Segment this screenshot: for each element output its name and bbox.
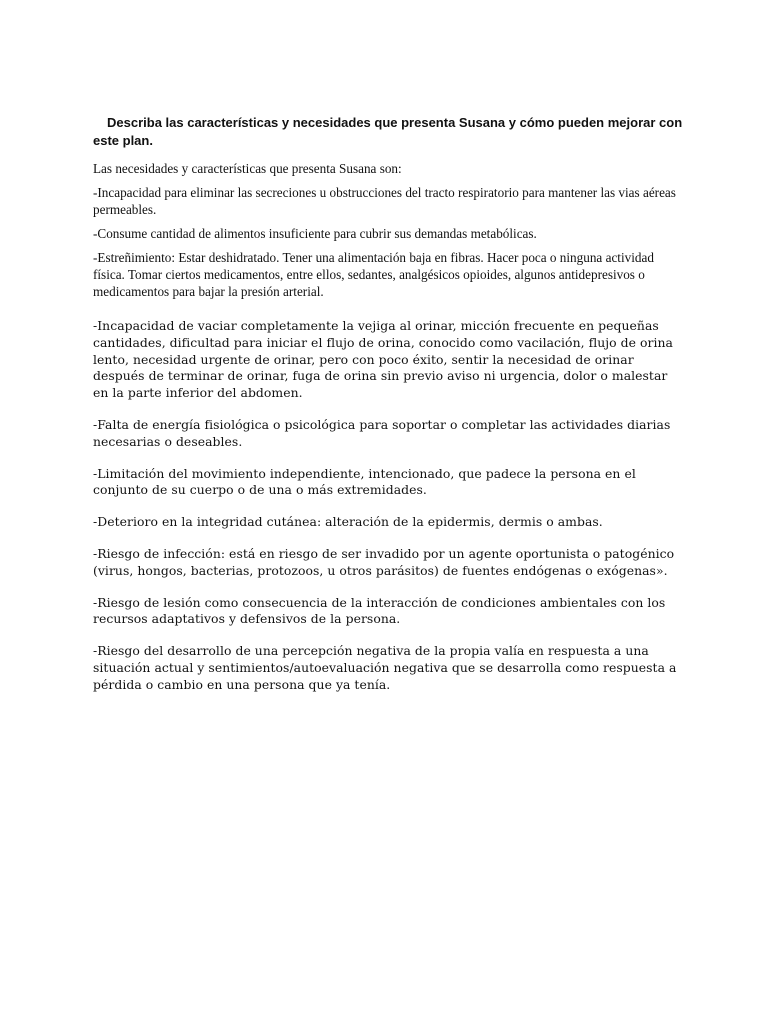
paragraph-fatigue: -Falta de energía fisiológica o psicológica para soportar o completar las actividades diarias necesarias o deseables. — [93, 416, 671, 449]
document-body — [93, 114, 683, 709]
paragraph-infection-risk: -Riesgo de infección: está en riesgo de ser invadido por un agente oportunista o patogénico (virus, hongos, bacterias, protozoos, u otros parásitos) de fuentes endógenas o exógenas». — [93, 545, 675, 578]
paragraph-respiratory: -Incapacidad para eliminar las secreciones u obstrucciones del tracto respiratorio para mantener las vias aéreas permeables. — [93, 185, 676, 217]
paragraph-nutrition: -Consume cantidad de alimentos insuficiente para cubrir sus demandas metabólicas. — [93, 226, 537, 241]
paragraph-self-esteem-risk: -Riesgo del desarrollo de una percepción negativa de la propia valía en respuesta a una situación actual y sentimientos/autoevaluación negativa que se desarrolla como respuesta a pérdida o cambio en una persona que ya tenía. — [93, 643, 677, 692]
document-title: Describa las características y necesidades que presenta Susana y cómo pueden mejorar con este plan. — [93, 115, 683, 148]
paragraph-injury-risk: -Riesgo de lesión como consecuencia de la interacción de condiciones ambientales con los recursos adaptativos y defensivos de la persona. — [93, 594, 666, 627]
paragraph-skin-integrity: -Deterioro en la integridad cutánea: alteración de la epidermis, dermis o ambas. — [93, 514, 603, 530]
paragraph-mobility: -Limitación del movimiento independiente, intencionado, que padece la persona en el conjunto de su cuerpo o de una o más extremidades. — [93, 465, 636, 498]
intro-paragraph: Las necesidades y características que presenta Susana son: — [93, 161, 402, 176]
paragraph-urinary: -Incapacidad de vaciar completamente la vejiga al orinar, micción frecuente en pequeñas cantidades, dificultad para iniciar el flujo de orina, conocido como vacilación, flujo de orina lento, necesidad urgente de orinar, pero con poco éxito, sentir la necesidad de orinar después de terminar de orinar, fuga de orina sin previo aviso ni urgencia, dolor o malestar en la parte inferior del abdomen. — [93, 318, 673, 401]
paragraph-constipation: -Estreñimiento: Estar deshidratado. Tener una alimentación baja en fibras. Hacer poca o ninguna actividad física. Tomar ciertos medicamentos, entre ellos, sedantes, analgésicos opioides, algunos antidepresivos o medicamentos para bajar la presión arterial. — [93, 250, 654, 299]
